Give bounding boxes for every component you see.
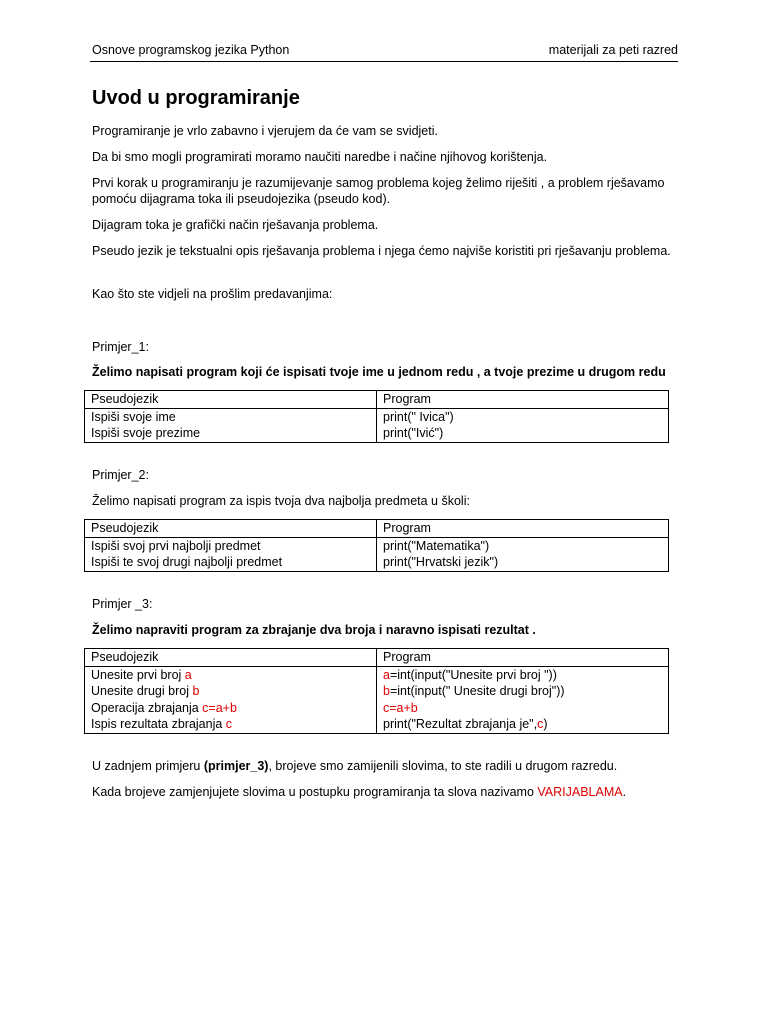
program-line xyxy=(383,700,662,717)
program-text: print("Rezultat zbrajanja je", xyxy=(383,717,538,731)
program-text: ) xyxy=(543,717,548,731)
header-right: materijali za peti razred xyxy=(548,43,678,57)
outro-text: . xyxy=(622,785,627,799)
pseudo-cell xyxy=(85,537,377,571)
example2-label: Primjer_2: xyxy=(92,468,149,482)
program-text: =int(input("Unesite prvi broj ")) xyxy=(389,667,557,682)
pseudo-line: Ispiši te svoj drugi najbolji predmet xyxy=(91,555,283,569)
variable-name: a xyxy=(184,667,192,682)
intro-paragraph-3: Prvi korak u programiranju je razumijevanje samog problema kojeg želimo riješiti , a problem rješavamo pomoću dijagrama toka ili pseudojezika (pseudo kod). xyxy=(92,176,665,206)
intro-paragraph-1: Programiranje je vrlo zabavno i vjerujem da će vam se svidjeti. xyxy=(92,124,438,138)
pseudo-line: Ispiši svoje ime xyxy=(91,409,176,424)
example3-label: Primjer _3: xyxy=(92,597,153,611)
pseudo-cell xyxy=(85,666,377,733)
variable-name: c=a+b xyxy=(202,700,237,715)
example1-label: Primjer_1: xyxy=(92,340,149,354)
column-header-pseudojezik: Pseudojezik xyxy=(85,391,377,409)
outro-emphasis: (primjer_3) xyxy=(203,759,269,773)
example2-task: Želimo napisati program za ispis tvoja dva najbolja predmeta u školi: xyxy=(92,494,470,508)
program-line: print("Matematika") xyxy=(383,538,490,553)
program-line xyxy=(383,716,662,733)
pseudo-line xyxy=(91,683,370,700)
variable-name: c xyxy=(537,717,544,731)
variable-name: b xyxy=(192,684,200,698)
program-text: =int(input(" Unesite drugi broj")) xyxy=(389,684,565,698)
pseudo-line xyxy=(91,667,370,684)
example2-table xyxy=(84,519,669,572)
program-line: print("Hrvatski jezik") xyxy=(383,555,499,569)
example3-table xyxy=(84,648,669,734)
column-header-program: Program xyxy=(377,520,669,538)
program-line xyxy=(383,667,662,684)
variable-name: a xyxy=(383,667,390,682)
pseudo-cell xyxy=(85,408,377,442)
column-header-program: Program xyxy=(377,649,669,667)
table-header-row xyxy=(85,391,669,409)
outro-sentence-1 xyxy=(92,758,672,774)
variable-name: c=a+b xyxy=(383,700,418,715)
table-row xyxy=(85,537,669,571)
variables-term: VARIJABLAMA xyxy=(537,785,623,799)
program-line: print(" Ivica") xyxy=(383,409,454,424)
pseudo-line xyxy=(91,700,370,717)
program-line xyxy=(383,683,662,700)
outro-text: U zadnjem primjeru xyxy=(92,759,204,773)
outro-text: , brojeve smo zamijenili slovima, to ste radili u drugom razredu. xyxy=(268,759,618,773)
column-header-pseudojezik: Pseudojezik xyxy=(85,649,377,667)
header-divider xyxy=(90,61,678,62)
pseudo-text: Operacija zbrajanja xyxy=(91,700,203,715)
pseudo-text: Unesite drugi broj xyxy=(91,684,193,698)
intro-paragraph-6: Kao što ste vidjeli na prošlim predavanjima: xyxy=(92,287,333,301)
header-left: Osnove programskog jezika Python xyxy=(92,43,290,57)
example3-task: Želimo napraviti program za zbrajanje dva broja i naravno ispisati rezultat . xyxy=(92,623,536,637)
table-header-row xyxy=(85,520,669,538)
pseudo-line: Ispiši svoje prezime xyxy=(91,426,201,440)
variable-name: c xyxy=(225,717,233,731)
column-header-pseudojezik: Pseudojezik xyxy=(85,520,377,538)
outro-sentence-2 xyxy=(92,784,672,800)
pseudo-text: Ispis rezultata zbrajanja xyxy=(91,717,226,731)
page-header xyxy=(92,43,678,57)
example1-task: Želimo napisati program koji će ispisati tvoje ime u jednom redu , a tvoje prezime u drugom redu xyxy=(92,365,666,379)
pseudo-line: Ispiši svoj prvi najbolji predmet xyxy=(91,538,261,553)
variable-name: b xyxy=(383,684,390,698)
table-row xyxy=(85,666,669,733)
table-row xyxy=(85,408,669,442)
program-cell xyxy=(377,537,669,571)
page-title: Uvod u programiranje xyxy=(92,87,300,109)
intro-paragraph-5: Pseudo jezik je tekstualni opis rješavanja problema i njega ćemo najviše koristiti pri rješavanju problema. xyxy=(92,244,671,258)
program-line: print("Ivić") xyxy=(383,426,444,440)
program-cell xyxy=(377,408,669,442)
program-cell xyxy=(377,666,669,733)
column-header-program: Program xyxy=(377,391,669,409)
example1-table xyxy=(84,390,669,443)
intro-paragraph-2: Da bi smo mogli programirati moramo naučiti naredbe i načine njihovog korištenja. xyxy=(92,150,548,164)
intro-paragraph-4: Dijagram toka je grafički način rješavanja problema. xyxy=(92,218,379,232)
pseudo-text: Unesite prvi broj xyxy=(91,667,185,682)
table-header-row xyxy=(85,649,669,667)
pseudo-line xyxy=(91,716,370,733)
outro-text: Kada brojeve zamjenjujete slovima u postupku programiranja ta slova nazivamo xyxy=(92,785,538,799)
